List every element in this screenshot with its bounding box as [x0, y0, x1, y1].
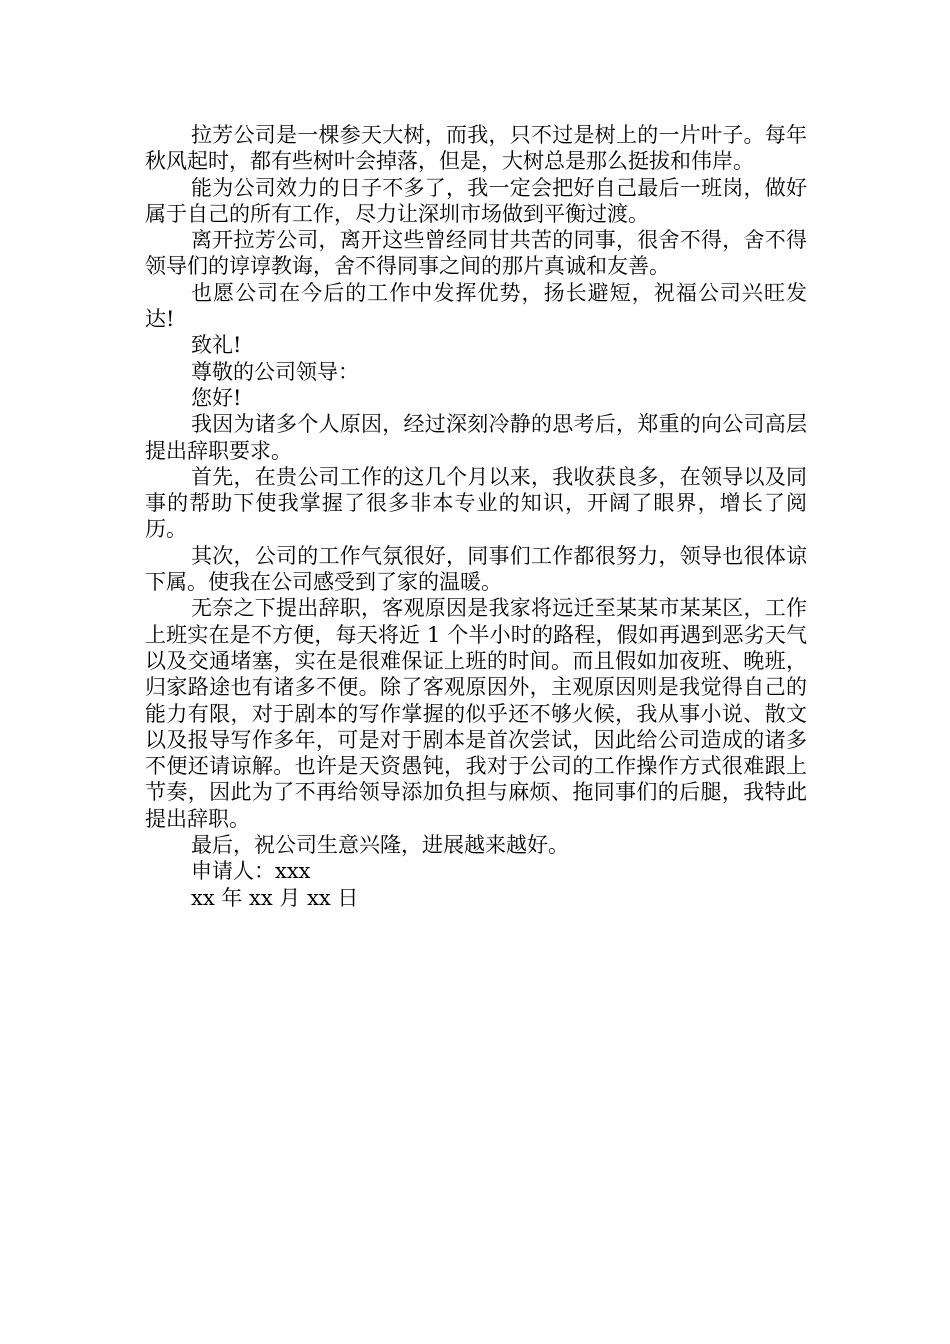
closing-salute: 致礼!: [191, 333, 242, 358]
paragraph-first-gratitude: 首先，在贵公司工作的这几个月以来，我收获良多，在领导以及同事的帮助下使我掌握了很多非本专业的知识，开阔了眼界，增长了阅历。: [145, 464, 807, 542]
paragraph-company-wishes: 也愿公司在今后的工作中发挥优势，扬长避短，祝福公司兴旺发达!: [145, 280, 807, 332]
date-line: xx 年 xx 月 xx 日: [191, 885, 359, 910]
paragraph-reasons: 无奈之下提出辞职，客观原因是我家将远迁至某某市某某区，工作上班实在是不方便，每天将近 1 个半小时的路程，假如再遇到恶劣天气以及交通堵塞，实在是很难保证上班的时间。而且假如加夜班、晚班，归家路途也有诸多不便。除了客观原因外，主观原因则是我觉得自己的能力有限，对于剧本的写作掌握的似乎还不够火候，我从事小说、散文以及报导写作多年，可是对于剧本是首次尝试，因此给公司造成的诸多不便还请谅解。也许是天资愚钝，我对于公司的工作操作方式很难跟上节奏，因此为了不再给领导添加负担与麻烦、拖同事们的后腿，我特此提出辞职。: [145, 596, 807, 831]
paragraph-final-duties: 能为公司效力的日子不多了，我一定会把好自己最后一班岗，做好属于自己的所有工作，尽力让深圳市场做到平衡过渡。: [145, 175, 807, 226]
paragraph-farewell-colleagues: 离开拉芳公司，离开这些曾经同甘共苦的同事，很舍不得，舍不得领导们的谆谆教诲，舍不得同事之间的那片真诚和友善。: [145, 228, 807, 279]
applicant-line: 申请人：xxx: [191, 859, 311, 884]
paragraph-final-wishes: 最后，祝公司生意兴隆，进展越来越好。: [191, 833, 569, 858]
paragraph-resignation-request: 我因为诸多个人原因，经过深刻冷静的思考后，郑重的向公司高层提出辞职要求。: [145, 412, 807, 463]
greeting: 您好!: [191, 385, 242, 410]
paragraph-second-atmosphere: 其次，公司的工作气氛很好，同事们工作都很努力，领导也很体谅下属。使我在公司感受到了家的温暖。: [145, 543, 807, 595]
salutation: 尊敬的公司领导：: [191, 359, 359, 384]
paragraph-intro-metaphor: 拉芳公司是一棵参天大树，而我，只不过是树上的一片叶子。每年秋风起时，都有些树叶会掉落，但是，大树总是那么挺拔和伟岸。: [145, 123, 807, 174]
document-body: [145, 122, 807, 911]
